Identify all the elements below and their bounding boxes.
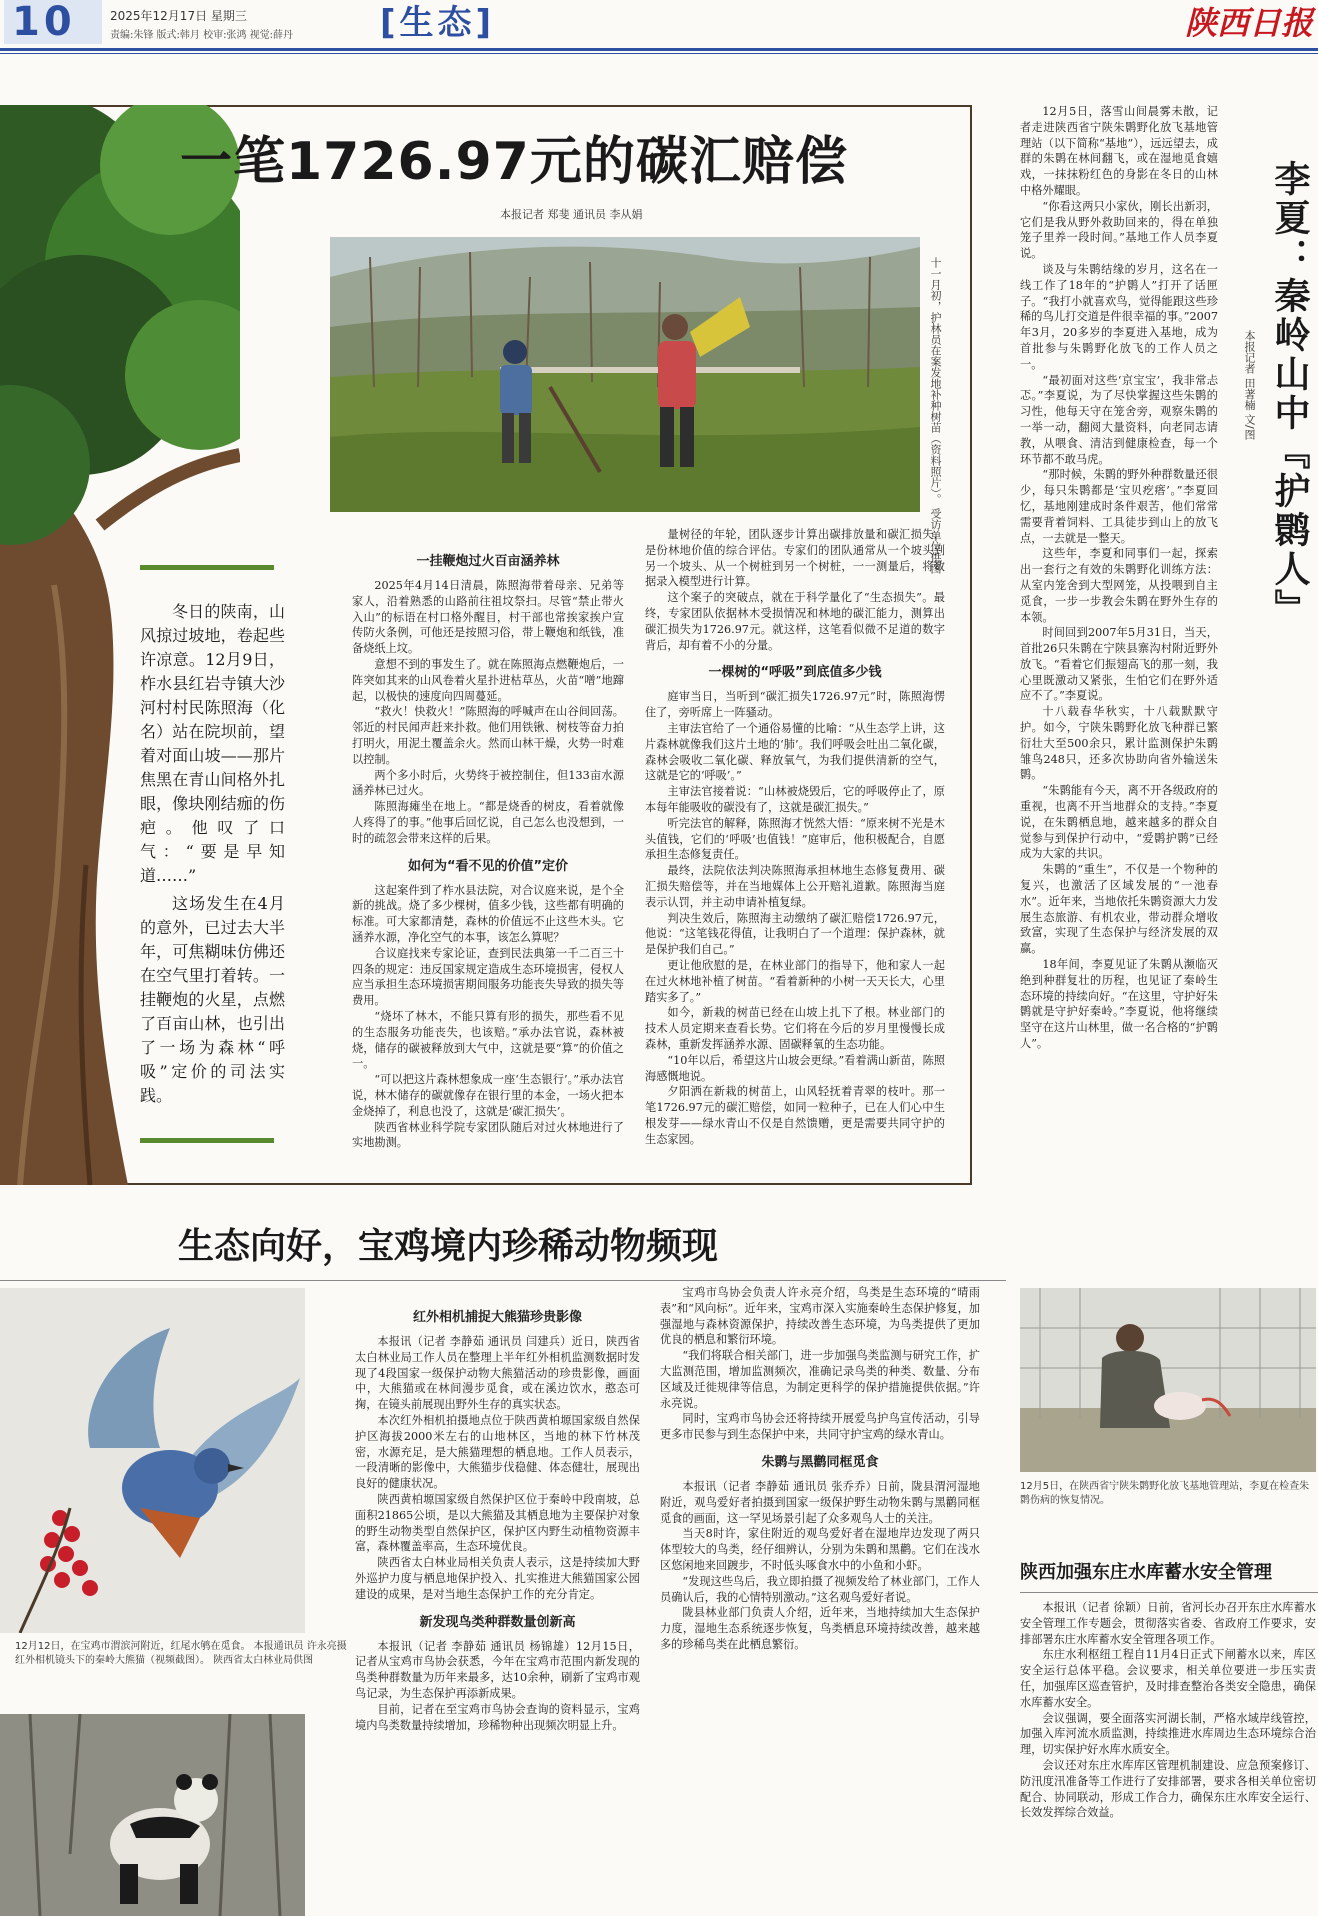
- article-paragraph: “朱鹮能有今天，离不开各级政府的重视，也离不开当地群众的支持。”李夏说，在朱鹮栖息地，越来越多的群众自觉参与到保护行动中，“爱鹮护鹮”已经成为大家的共识。: [1020, 784, 1218, 861]
- second-story-rule: [0, 1280, 1006, 1281]
- article-paragraph: “发现这些鸟后，我立即拍摄了视频发给了林业部门，工作人员确认后，我的心情特别激动。”这名观鸟爱好者说。: [660, 1574, 980, 1604]
- bird-photo-captions: [15, 1640, 347, 1668]
- redstart-bird-photo: [0, 1288, 305, 1633]
- article-paragraph: 庭审当日，当听到“碳汇损失1726.97元”时，陈照海愣住了，旁听席上一阵骚动。: [645, 690, 945, 720]
- third-story-body: [1020, 1600, 1316, 1916]
- article-paragraph: “烧坏了林木，不能只算有形的损失，那些看不见的生态服务功能丧失，也该赔。”承办法官说，森林被烧，储存的碳被释放到大气中，这就是要“算”的价值之一。: [352, 1009, 624, 1071]
- article-subhead: 一棵树的“呼吸”到底值多少钱: [708, 665, 882, 681]
- lead-headline: 一笔1726.97元的碳汇赔偿: [180, 132, 848, 192]
- bird-photo-caption: 12月12日，在宝鸡市渭滨河附近，红尾水鸲在觅食。 本报通讯员 许永亮摄: [15, 1641, 347, 1652]
- intro-rule-top: [140, 565, 274, 570]
- article-paragraph: 本报讯（记者 李静茹 通讯员 杨锦雄）12月15日，记者从宝鸡市鸟协会获悉，今年在宝鸡市范围内新发现的鸟类种群数量为历年来最多，达10余种，刷新了宝鸡市观鸟记录，为生态保护再添新成果。: [355, 1639, 640, 1700]
- article-paragraph: 当天8时许，家住附近的观鸟爱好者在湿地岸边发现了两只体型较大的鸟类，经仔细辨认，分别为朱鹮和黑鹳。它们在浅水区悠闲地来回踱步，不时低头啄食水中的小鱼和小虾。: [660, 1527, 980, 1572]
- article-subhead: 一挂鞭炮过火百亩涵养林: [416, 554, 560, 569]
- second-story-column-1: [355, 1298, 640, 1916]
- article-paragraph: 夕阳洒在新栽的树苗上，山风轻抚着青翠的枝叶。那一笔1726.97元的碳汇赔偿，如同一粒种子，已在人们心中生根发芽——绿水青山不仅是自然馈赠，更是需要共同守护的生态家园。: [645, 1085, 945, 1146]
- article-paragraph: 陕西黄柏塬国家级自然保护区位于秦岭中段南坡，总面积21865公顷，是以大熊猫及其栖息地为主要保护对象的野生动物类型自然保护区，保护区内野生动植物资源丰富，森林覆盖率高，生态环境优良。: [355, 1492, 640, 1554]
- right-story-byline: 本报记者 田著楠 文/图: [1243, 330, 1256, 440]
- article-paragraph: “10年以后，希望这片山坡会更绿。”看着满山新苗，陈照海感慨地说。: [645, 1053, 945, 1083]
- lead-column-1: [352, 542, 624, 1172]
- article-paragraph: 更让他欣慰的是，在林业部门的指导下，他和家人一起在过火林地补植了树苗。“看着新种的小树一天天长大，心里踏实多了。”: [645, 958, 945, 1004]
- article-paragraph: 本次红外相机拍摄地点位于陕西黄柏塬国家级自然保护区海拔2000米左右的山地林区，当地的林下竹林茂密，水源充足，是大熊猫理想的栖息地。工作人员表示，一段清晰的影像中，大熊猫步伐稳健、体态健壮，展现出良好的健康状况。: [355, 1413, 640, 1491]
- second-story-headline: 生态向好，宝鸡境内珍稀动物频现: [178, 1226, 719, 1267]
- article-paragraph: 这些年，李夏和同事们一起，探索出一套行之有效的朱鹮野化训练方法：从室内笼舍到大型网笼，从投喂到自主觅食，一步一步教会朱鹮在野外生存的本领。: [1020, 547, 1218, 624]
- article-paragraph: 会议还对东庄水库库区管理机制建设、应急预案修订、防汛度汛准备等工作进行了安排部署，要求各相关单位密切配合、协同联动，形成工作合力，确保东庄水库安全运行、长效发挥综合效益。: [1020, 1758, 1316, 1820]
- article-paragraph: 时间回到2007年5月31日，当天，首批26只朱鹮在宁陕县寨沟村附近野外放飞。“看着它们振翅高飞的那一刻，我心里既激动又紧张，生怕它们在野外适应不了。”李夏说。: [1020, 626, 1218, 703]
- article-paragraph: 12月5日，落雪山间晨雾未散，记者走进陕西省宁陕朱鹮野化放飞基地管理站（以下简称“基地”），远远望去，成群的朱鹮在林间翻飞，或在湿地觅食嬉戏，一抹抹粉红色的身影在冬日的山林中格外耀眼。: [1020, 105, 1218, 197]
- article-paragraph: 十八载春华秋实，十八载默默守护。如今，宁陕朱鹮野化放飞种群已繁衍壮大至500余只，累计监测保护朱鹮雏鸟248只，还多次协助向省外输送朱鹮。: [1020, 705, 1218, 782]
- third-story-rule: [1020, 1592, 1318, 1593]
- article-paragraph: 陇县林业部门负责人介绍，近年来，当地持续加大生态保护力度，湿地生态系统逐步恢复，鸟类栖息环境持续改善，越来越多的珍稀鸟类在此栖息繁衍。: [660, 1606, 980, 1651]
- lead-byline: 本报记者 郑斐 通讯员 李从娟: [500, 208, 643, 221]
- newspaper-logo: 陕西日报: [1185, 4, 1314, 42]
- intro-rule-bottom: [140, 1138, 274, 1143]
- article-paragraph: 合议庭找来专家论证，查到民法典第一千二百三十四条的规定：违反国家规定造成生态环境损害，侵权人应当承担生态环境损害期间服务功能丧失导致的损失等费用。: [352, 946, 624, 1008]
- tree-planting-photo: [330, 237, 920, 512]
- article-subhead: 如何为“看不见的价值”定价: [407, 858, 569, 874]
- intro-paragraph: 这场发生在4月的意外，已过去大半年，可焦糊味仿佛还在空气里打着转。一挂鞭炮的火星，点燃了百亩山林，也引出了一场为森林“呼吸”定价的司法实践。: [140, 894, 285, 1105]
- article-paragraph: 主审法官给了一个通俗易懂的比喻：“从生态学上讲，这片森林就像我们这片土地的‘肺’。我们呼吸会吐出二氧化碳，森林会吸收二氧化碳、释放氧气，为我们提供清新的空气，这就是它的‘呼吸’。”: [645, 721, 945, 783]
- article-paragraph: 东庄水利枢纽工程自11月4日正式下闸蓄水以来，库区安全运行总体平稳。会议要求，相关单位要进一步压实责任，加强库区巡查管护，及时排查整治各类安全隐患，确保水库蓄水安全。: [1020, 1648, 1316, 1709]
- lead-intro: [140, 565, 285, 1143]
- article-paragraph: 判决生效后，陈照海主动缴纳了碳汇赔偿1726.97元，他说：“这笔钱花得值，让我明白了一个道理：保护森林，就是保护我们自己。”: [645, 911, 945, 957]
- lead-column-2: [645, 527, 945, 1172]
- right-story-headline: 李夏：秦岭山中『护鹮人』: [1269, 160, 1310, 628]
- article-subhead: 朱鹮与黑鹳同框觅食: [761, 1454, 879, 1470]
- article-paragraph: 2025年4月14日清晨，陈照海带着母亲、兄弟等家人，沿着熟悉的山路前往祖坟祭扫。尽管“禁止带火入山”的标语在村口格外醒目，村干部也常挨家挨户宣传防火条例，可他还是按照习俗，带上鞭炮和纸钱，准备烧纸上坟。: [352, 579, 624, 656]
- article-paragraph: 谈及与朱鹮结缘的岁月，这名在一线工作了18年的“护鹮人”打开了话匣子。“我打小就喜欢鸟，觉得能跟这些珍稀的鸟儿打交道是件很幸福的事。”2007年3月，20多岁的李夏进入基地，成为首批参与朱鹮野化放飞的工作人员之一。: [1020, 262, 1218, 371]
- issue-date: 2025年12月17日 星期三: [110, 9, 247, 23]
- header-rule: [0, 48, 1318, 51]
- ibis-photo-caption: 12月5日，在陕西省宁陕朱鹮野化放飞基地管理站，李夏在检查朱鹮伤病的恢复情况。: [1020, 1481, 1310, 1506]
- article-paragraph: 18年间，李夏见证了朱鹮从濒临灭绝到种群复壮的历程，也见证了秦岭生态环境的持续向好。“在这里，守护好朱鹮就是守护好秦岭。”李夏说，他将继续坚守在这片山林里，做一名合格的“护鹮人”。: [1020, 958, 1218, 1051]
- article-paragraph: 主审法官接着说：“山林被烧毁后，它的呼吸停止了，原本每年能吸收的碳没有了，这就是碳汇损失。”: [645, 785, 945, 814]
- article-paragraph: 宝鸡市鸟协会负责人许永亮介绍，鸟类是生态环境的“晴雨表”和“风向标”。近年来，宝鸡市深入实施秦岭生态保护修复，加强湿地与森林资源保护，持续改善生态环境，为鸟类提供了更加优良的栖息和繁衍环境。: [660, 1286, 980, 1347]
- panda-camera-trap-photo: [0, 1714, 305, 1916]
- article-paragraph: “那时候，朱鹮的野外种群数量还很少，每只朱鹮都是‘宝贝疙瘩’。”李夏回忆，基地刚建成时条件艰苦，他们常常需要背着饲料、工具徒步到山上的放飞点，一去就是一整天。: [1020, 468, 1218, 545]
- editor-credits: 责编:朱锋 版式:韩月 校审:张鸿 视觉:薛丹: [110, 30, 294, 41]
- article-paragraph: 本报讯（记者 李静茹 通讯员 张乔乔）日前，陇县渭河湿地附近，观鸟爱好者拍摄到国家一级保护野生动物朱鹮与黑鹳同框觅食的画面，这一罕见场景引起了众多观鸟人士的关注。: [660, 1479, 980, 1525]
- article-paragraph: “救火！快救火！”陈照海的呼喊声在山谷间回荡。邻近的村民闻声赶来扑救。他们用铁锹、树枝等奋力拍打明火，用泥土覆盖余火。然而山林干燥，火势一时难以控制。: [352, 705, 624, 766]
- article-paragraph: 量树径的年轮，团队逐步计算出碳排放量和碳汇损失，是份林地价值的综合评估。专家们的团队通常从一个坡头到另一个坡头、从一个树桩到另一个树桩，一一测量后，将数据录入模型进行计算。: [645, 528, 945, 589]
- article-paragraph: 陈照海瘫坐在地上。“都是烧香的树皮，看着就像人疼得了的事。”他事后回忆说，自己怎么也没想到，一时的疏忽会带来这样的后果。: [352, 800, 624, 845]
- article-paragraph: 如今，新栽的树苗已经在山坡上扎下了根。林业部门的技术人员定期来查看长势。它们将在今后的岁月里慢慢长成森林，重新发挥涵养水源、固碳释氧的生态功能。: [645, 1006, 945, 1051]
- page-number: 10: [4, 0, 102, 44]
- ibis-keeper-photo: [1020, 1288, 1316, 1472]
- article-paragraph: “最初面对这些‘京宝宝’，我非常忐忑。”李夏说，为了尽快掌握这些朱鹮的习性，他每天守在笼舍旁，观察朱鹮的一举一动，翻阅大量资料，向老同志请教，从喂食、清洁到健康检查，每一个环节都不敢马虎。: [1020, 373, 1218, 466]
- article-paragraph: 朱鹮的“重生”，不仅是一个物种的复兴，也激活了区域发展的“一池春水”。近年来，当地依托朱鹮资源大力发展生态旅游、有机农业，带动群众增收致富，实现了生态保护与经济发展的双赢。: [1020, 863, 1218, 956]
- article-paragraph: 这起案件到了柞水县法院，对合议庭来说，是个全新的挑战。烧了多少棵树，值多少钱，这些都有明确的标准。可大家都清楚，森林的价值远不止这些木头。它涵养水源，净化空气的本事，该怎么算呢？: [352, 883, 624, 944]
- third-story-headline: 陕西加强东庄水库蓄水安全管理: [1020, 1562, 1272, 1583]
- right-story-body: [1020, 104, 1218, 1224]
- second-story-column-2: [660, 1285, 980, 1916]
- article-paragraph: 陕西省太白林业局相关负责人表示，这是持续加大野外巡护力度与栖息地保护投入、扎实推进大熊猫国家公园建设的成果，是对当地生态保护工作的充分肯定。: [355, 1556, 640, 1601]
- article-paragraph: 意想不到的事发生了。就在陈照海点燃鞭炮后，一阵突如其来的山风卷着火星扑进枯草丛，火苗“噌”地蹿起，以极快的速度向四周蔓延。: [352, 657, 624, 703]
- article-paragraph: 两个多小时后，火势终于被控制住，但133亩水源涵养林已过火。: [352, 768, 624, 798]
- article-paragraph: “可以把这片森林想象成一座‘生态银行’。”承办法官说，林木储存的碳就像存在银行里的本金，一场火把本金烧掉了，利息也没了，这就是‘碳汇损失’。: [352, 1073, 624, 1118]
- article-paragraph: 陕西省林业科学院专家团队随后对过火林地进行了实地勘测。: [352, 1120, 624, 1150]
- lead-photo-caption: 十一月初，护林员在案发地补种树苗（资料照片）。 受访单位供图: [929, 257, 942, 574]
- article-paragraph: 这个案子的突破点，就在于科学量化了“生态损失”。最终，专家团队依据林木受损情况和林地的碳汇能力，测算出碳汇损失为1726.97元。就这样，这笔看似微不足道的数字背后，却有着不小的分量。: [645, 591, 945, 652]
- section-label: [生态]: [380, 3, 496, 43]
- header-rule-thin: [0, 53, 1318, 54]
- article-paragraph: 同时，宝鸡市鸟协会还将持续开展爱鸟护鸟宣传活动，引导更多市民参与到生态保护中来，共同守护宝鸡的绿水青山。: [660, 1412, 980, 1442]
- article-subhead: 新发现鸟类种群数量创新高: [419, 1614, 576, 1630]
- panda-photo-caption: 红外相机镜头下的秦岭大熊猫（视频截图）。 陕西省太白林业局供图: [15, 1655, 314, 1666]
- intro-paragraph: 冬日的陕南，山风掠过坡地，卷起些许凉意。12月9日，柞水县红岩寺镇大沙河村村民陈照海（化名）站在院坝前，望着对面山坡——那片焦黑在青山间格外扎眼，像块刚结痂的伤疤。他叹了口气：“要是早知道……”: [140, 602, 285, 885]
- article-paragraph: 本报讯（记者 徐颖）日前，省河长办召开东庄水库蓄水安全管理工作专题会，贯彻落实省委、省政府工作要求，安排部署东庄水库蓄水安全管理各项工作。: [1020, 1601, 1316, 1646]
- article-paragraph: 会议强调，要全面落实河湖长制，严格水域岸线管控，加强入库河流水质监测，持续推进水库周边生态环境综合治理，切实保护好水库水质安全。: [1020, 1711, 1316, 1757]
- article-paragraph: “你看这两只小家伙，刚长出新羽，它们是我从野外救助回来的，得在单独笼子里养一段时间。”基地工作人员李夏说。: [1020, 199, 1218, 261]
- article-paragraph: 最终，法院依法判决陈照海承担林地生态修复费用、碳汇损失赔偿等，并在当地媒体上公开赔礼道歉。陈照海当庭表示认罚，并主动申请补植复绿。: [645, 864, 945, 909]
- article-paragraph: 目前，记者在至宝鸡市鸟协会查询的资料显示，宝鸡境内鸟类数量持续增加，珍稀物种出现频次明显上升。: [355, 1702, 640, 1732]
- article-paragraph: 本报讯（记者 李静茹 通讯员 闫建兵）近日，陕西省太白林业局工作人员在整理上半年红外相机监测数据时发现了4段国家一级保护动物大熊猫活动的珍贵影像，画面中，大熊猫或在林间漫步觅食，或在溪边饮水，憨态可掬，在镜头前展现出野外生存的真实状态。: [355, 1335, 640, 1412]
- article-paragraph: 听完法官的解释，陈照海才恍然大悟：“原来树不光是木头值钱，它们的‘呼吸’也值钱！”庭审后，他积极配合，自愿承担生态修复责任。: [645, 816, 945, 862]
- article-paragraph: “我们将联合相关部门，进一步加强鸟类监测与研究工作，扩大监测范围，增加监测频次，准确记录鸟类的种类、数量、分布区域及迁徙规律等信息，为制定更科学的保护措施提供依据。”许永亮说。: [660, 1349, 980, 1410]
- article-subhead: 红外相机捕捉大熊猫珍贵影像: [412, 1310, 582, 1325]
